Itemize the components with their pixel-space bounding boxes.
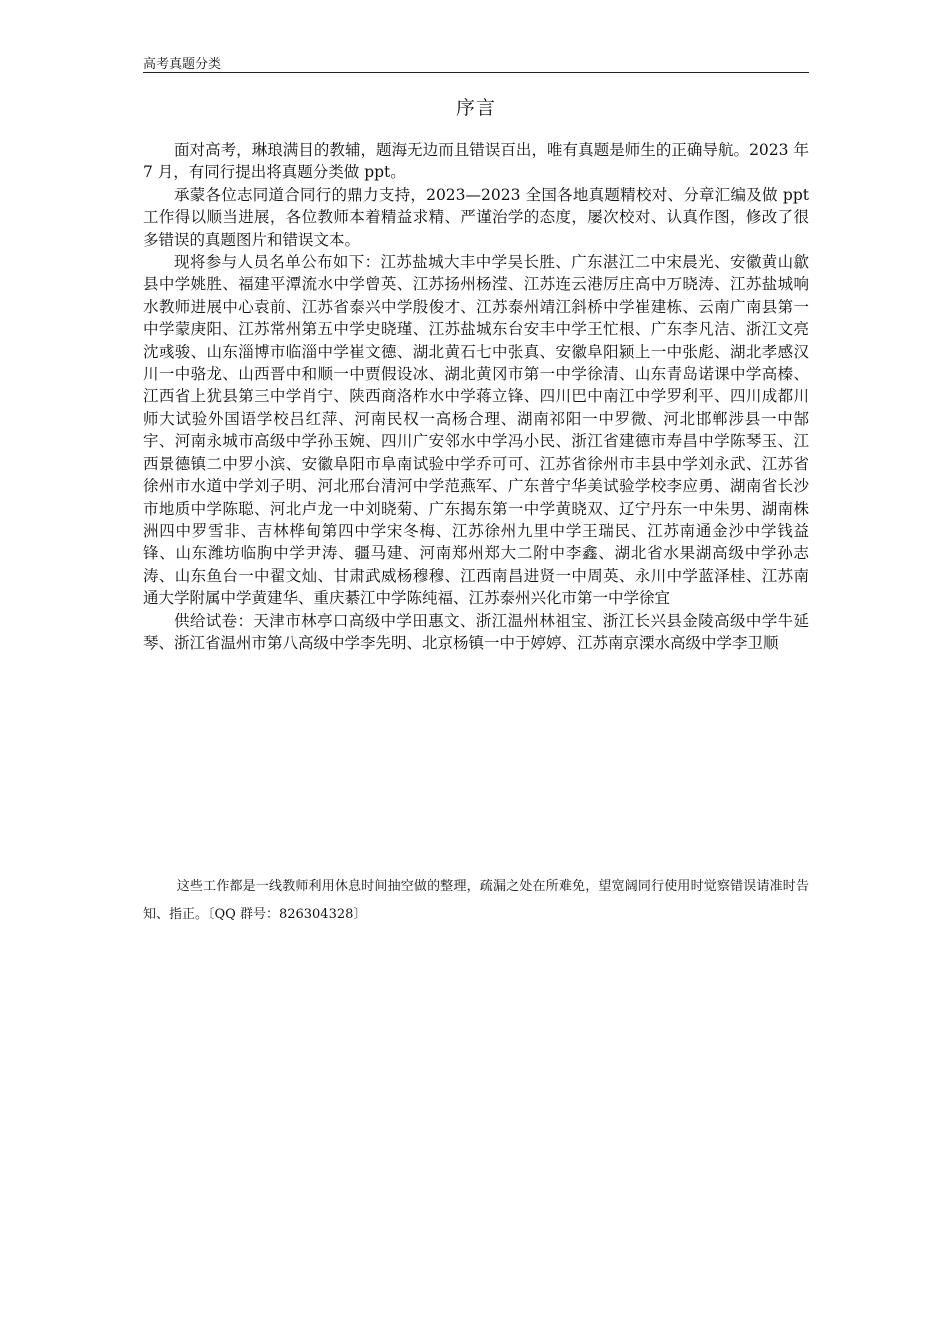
paragraph-paper-providers: 供给试卷：天津市林亭口高级中学田惠文、浙江温州林祖宝、浙江长兴县金陵高级中学牛延琴、浙江省温州市第八高级中学李先明、北京杨镇一中于婷婷、江苏南京溧水高级中学李卫顺 [143, 611, 809, 652]
paragraph-acknowledgement: 承蒙各位志同道合同行的鼎力支持，2023—2023 全国各地真题精校对、分章汇编及做 ppt 工作得以顺当进展，各位教师本着精益求精、严谨治学的态度，屡次校对、认真作图，修改了很多错误的真题图片和错误文本。 [143, 185, 809, 249]
footer-note-text: 这些工作都是一线教师利用休息时间抽空做的整理，疏漏之处在所难免，望宽阔同行使用时觉察错误请准时告知、指正。〔QQ 群号：826304328〕 [143, 879, 809, 922]
preface-body [143, 139, 809, 654]
paragraph-intro: 面对高考，琳琅满目的教辅，题海无边而且错误百出，唯有真题是师生的正确导航。2023 年 7 月，有同行提出将真题分类做 ppt。 [143, 141, 809, 182]
page-header-label: 高考真题分类 [143, 57, 222, 72]
header-divider [143, 72, 809, 73]
footer-note [143, 873, 809, 929]
paragraph-contributors: 现将参与人员名单公布如下：江苏盐城大丰中学吴长胜、广东湛江二中宋晨光、安徽黄山歙县中学姚胜、福建平潭流水中学曾英、江苏扬州杨滢、江苏连云港厉庄高中万晓涛、江苏盐城响水教师进展中心袁前、江苏省泰兴中学殷俊才、江苏泰州靖江斜桥中学崔建栋、云南广南县第一中学蒙庚阳、江苏常州第五中学史晓瑾、江苏盐城东台安丰中学王忙根、广东李凡洁、浙江文亮沈彧骏、山东淄博市临淄中学崔文德、湖北黄石七中张真、安徽阜阳颍上一中张彪、湖北孝感汉川一中骆龙、山西晋中和顺一中贾假设冰、湖北黄冈市第一中学徐清、山东青岛诺课中学高榛、江西省上犹县第三中学肖宁、陕西商洛柞水中学蒋立锋、四川巴中南江中学罗利平、四川成都川师大试验外国语学校吕红萍、河南民权一高杨合理、湖南祁阳一中罗微、河北邯郸涉县一中郜宇、河南永城市高级中学孙玉婉、四川广安邻水中学冯小民、浙江省建德市寿昌中学陈琴玉、江西景德镇二中罗小滨、安徽阜阳市阜南试验中学乔可可、江苏省徐州市丰县中学刘永武、江苏省徐州市水道中学刘子明、河北邢台清河中学范燕军、广东普宁华美试验学校李应勇、湖南省长沙市地质中学陈聪、河北卢龙一中刘晓菊、广东揭东第一中学黄晓双、辽宁丹东一中朱男、湖南株洲四中罗雪非、吉林桦甸第四中学宋冬梅、江苏徐州九里中学王瑞民、江苏南通金沙中学钱益锋、山东潍坊临朐中学尹涛、疆马建、河南郑州郑大二附中李鑫、湖北省水果湖高级中学孙志涛、山东鱼台一中翟文灿、甘肃武威杨穆穆、江西南昌进贤一中周英、永川中学蓝泽桂、江苏南通大学附属中学黄建华、重庆綦江中学陈纯福、江苏泰州兴化市第一中学徐宜 [143, 253, 809, 608]
page-title: 序言 [455, 97, 496, 119]
